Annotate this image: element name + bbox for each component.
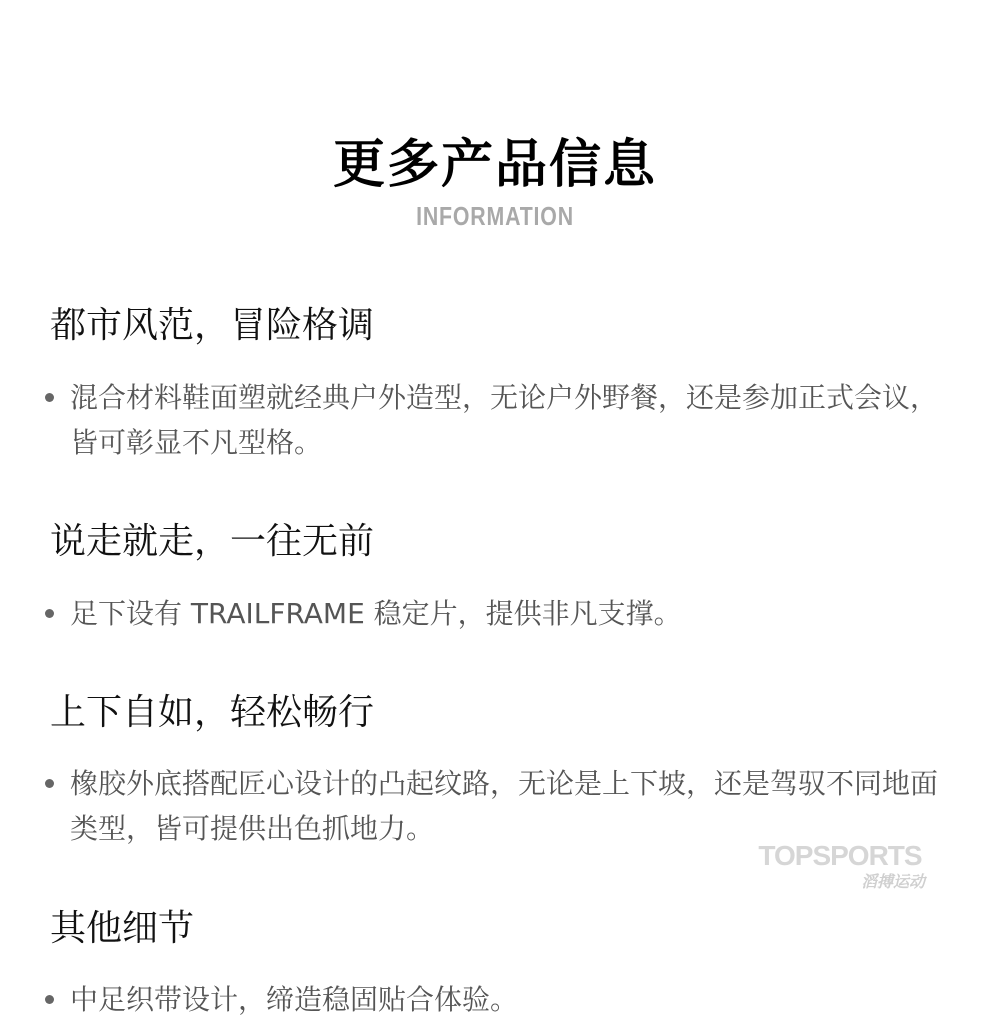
bullet-dot: [45, 609, 54, 618]
section-text-other-details: 中足织带设计，缔造稳固贴合体验。: [70, 983, 519, 1016]
watermark-tagline: 滔搏运动: [860, 872, 925, 891]
section-text-urban-style: 混合材料鞋面塑就经典户外造型，无论户外野餐，还是参加正式会议，皆可彰显不凡型格。: [70, 381, 939, 459]
page-subtitle: INFORMATION: [416, 201, 574, 231]
section-text-go-anywhere: 足下设有 TRAILFRAME 稳定片，提供非凡支撑。: [70, 597, 682, 630]
bullet-dot: [45, 779, 54, 788]
section-heading-go-anywhere: 说走就走，一往无前: [50, 521, 375, 562]
section-text-up-and-down: 橡胶外底搭配匠心设计的凸起纹路，无论是上下坡，还是驾驭不同地面类型，皆可提供出色抓地力。: [70, 767, 939, 845]
bullet-dot: [45, 393, 54, 402]
section-heading-urban-style: 都市风范，冒险格调: [50, 305, 375, 346]
page-title: 更多产品信息: [332, 135, 657, 195]
section-heading-up-and-down: 上下自如，轻松畅行: [50, 692, 375, 733]
watermark-brand: TOPSPORTS: [758, 840, 922, 871]
topsports-watermark: [745, 840, 935, 892]
section-heading-other-details: 其他细节: [50, 908, 195, 949]
